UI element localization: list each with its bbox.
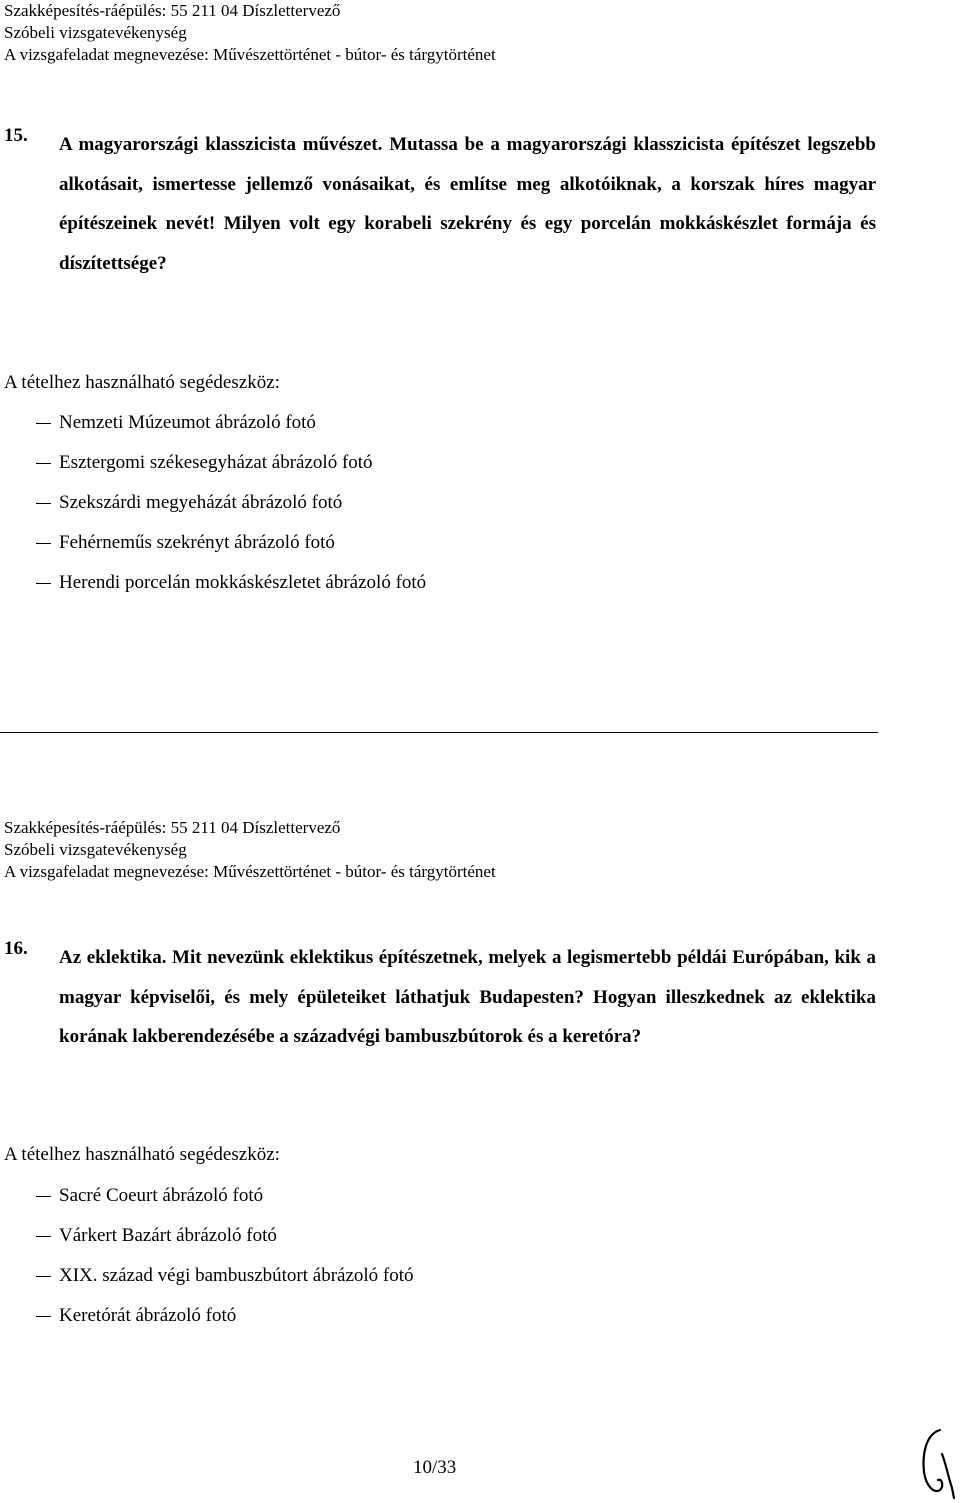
aids-list [36,1183,414,1343]
list-item: Nemzeti Múzeumot ábrázoló fotó [36,410,426,450]
task-text: Az eklektika. Mit nevezünk eklektikus építészetnek, melyek a legismertebb példái Európában, kik a magyar képviselői, és mely épületeiket láthatjuk Budapesten? Hogyan illeszkednek az eklektika korának lakberendezésébe a századvégi bambuszbútorok és a keretóra? [59,947,876,1047]
header-task-name: A vizsgafeladat megnevezése: Művészettörténet - bútor- és tárgytörténet [4,862,496,881]
page-divider [0,732,878,733]
header-exam-activity: Szóbeli vizsgatevékenység [4,23,187,42]
task-number: 16. [4,938,28,959]
dash-bullet-icon [36,1236,51,1237]
list-item: Esztergomi székesegyházat ábrázoló fotó [36,450,426,490]
dash-bullet-icon [36,1276,51,1277]
dash-bullet-icon [36,1316,51,1317]
aids-list [36,410,426,610]
dash-bullet-icon [36,503,51,504]
header-qualification: Szakképesítés-ráépülés: 55 211 04 Díszlettervező [4,818,341,837]
header-task-name: A vizsgafeladat megnevezése: Művészettörténet - bútor- és tárgytörténet [4,45,496,64]
list-item: Szekszárdi megyeházát ábrázoló fotó [36,490,426,530]
list-item: Várkert Bazárt ábrázoló fotó [36,1223,414,1263]
dash-bullet-icon [36,463,51,464]
list-item: XIX. század végi bambuszbútort ábrázoló fotó [36,1263,414,1303]
dash-bullet-icon [36,543,51,544]
header-qualification: Szakképesítés-ráépülés: 55 211 04 Díszlettervező [4,1,341,20]
list-item: Herendi porcelán mokkáskészletet ábrázoló fotó [36,570,426,610]
task-number: 15. [4,125,28,146]
header-exam-activity: Szóbeli vizsgatevékenység [4,840,187,859]
task-16 [4,938,876,1057]
list-item: Keretórát ábrázoló fotó [36,1303,414,1343]
page-header [4,817,496,883]
dash-bullet-icon [36,423,51,424]
dash-bullet-icon [36,583,51,584]
aids-title: A tételhez használható segédeszköz: [4,372,280,393]
dash-bullet-icon [36,1196,51,1197]
signature-icon [918,1424,956,1500]
page-number: 10/33 [413,1457,457,1478]
page-header [4,0,496,66]
list-item: Sacré Coeurt ábrázoló fotó [36,1183,414,1223]
task-15 [4,125,876,283]
aids-title: A tételhez használható segédeszköz: [4,1144,280,1165]
list-item: Fehérneműs szekrényt ábrázoló fotó [36,530,426,570]
task-text: A magyarországi klasszicista művészet. Mutassa be a magyarországi klasszicista építészet legszebb alkotásait, ismertesse jellemző vonásaikat, és említse meg alkotóiknak, a korszak híres magyar építészeinek nevét! Milyen volt egy korabeli szekrény és egy porcelán mokkáskészlet formája és díszítettsége? [59,134,876,274]
